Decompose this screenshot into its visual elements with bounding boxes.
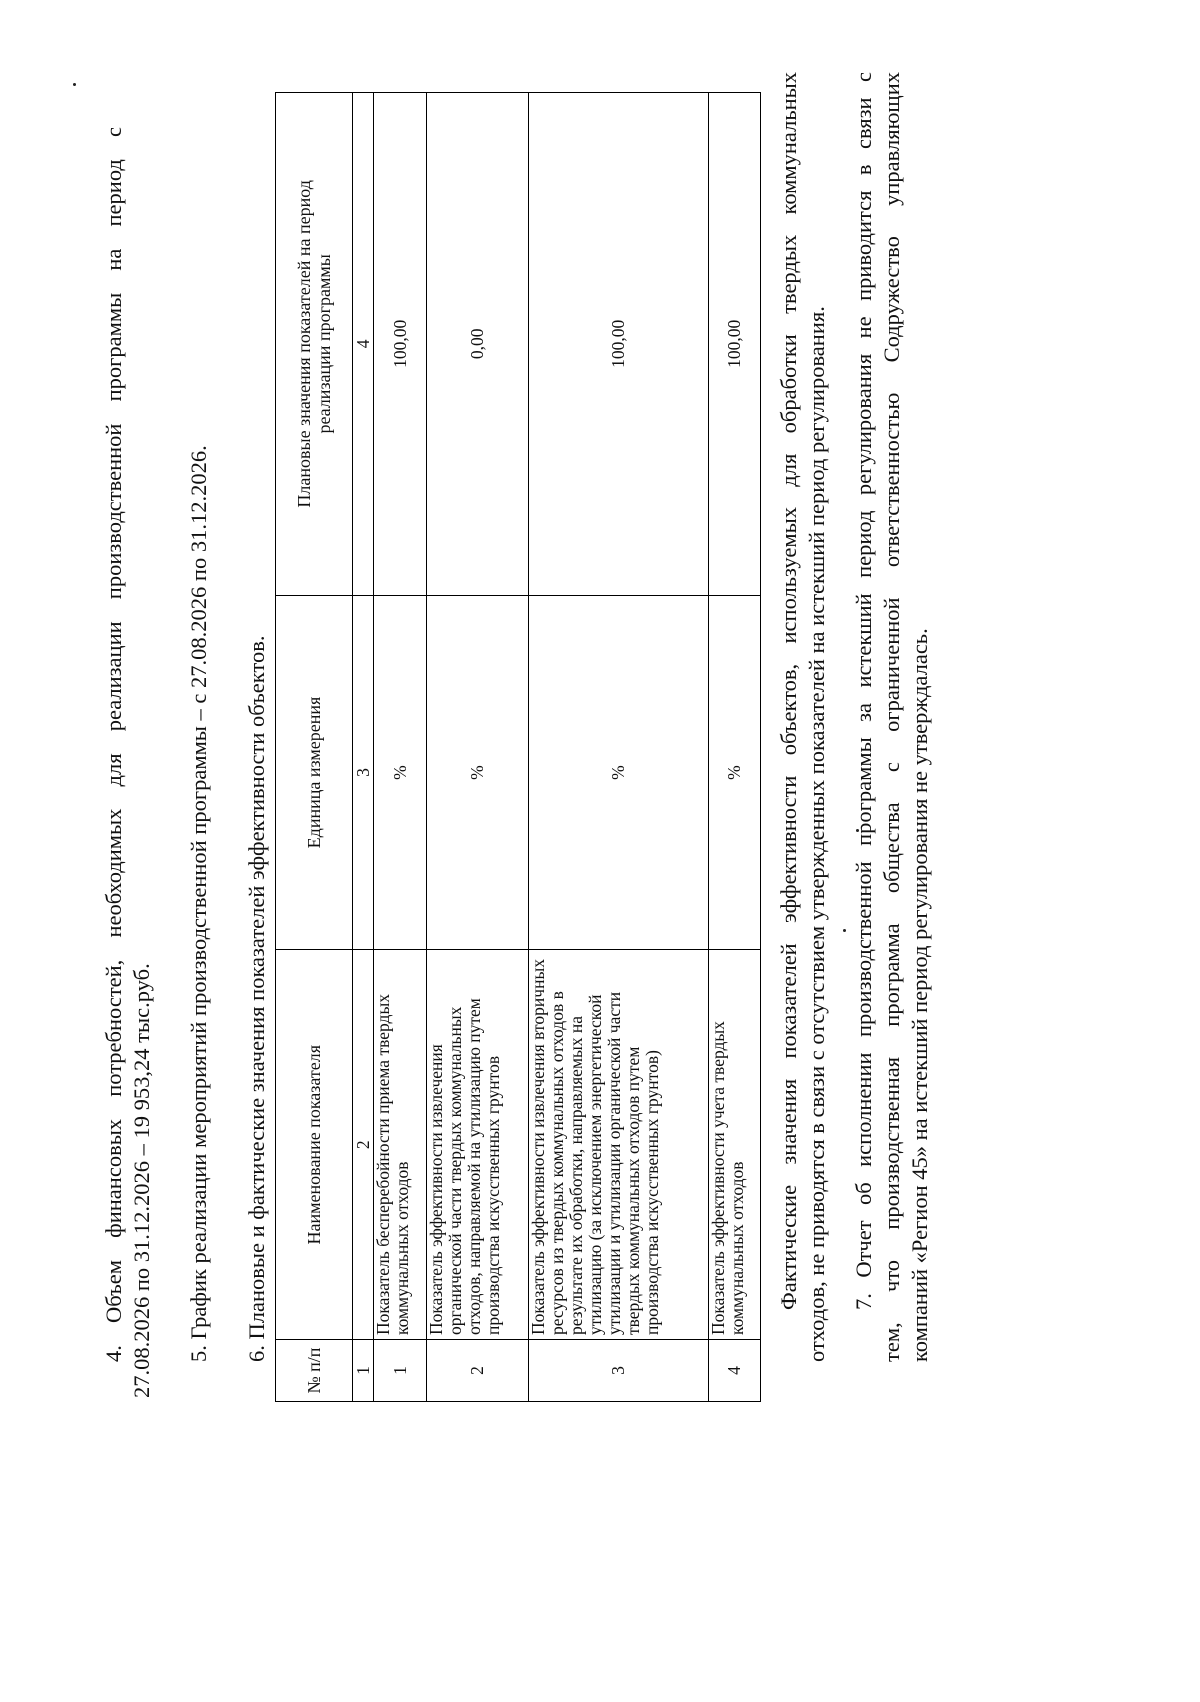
table-row — [374, 93, 427, 1402]
row-number: 1 — [374, 1340, 427, 1402]
row-planned-value: 100,00 — [709, 93, 761, 596]
scan-speck — [73, 83, 76, 86]
table-row — [529, 93, 709, 1402]
row-indicator-name: Показатель эффективности извлечения органической части твердых коммунальных отходов, направляемой на утилизацию путем производства искусственных грунтов — [427, 950, 529, 1340]
table-column-numbers-row — [353, 93, 374, 1402]
table-header-row — [276, 93, 353, 1402]
row-indicator-name: Показатель эффективности извлечения вторичных ресурсов из твердых коммунальных отходов в результате их обработки, направляемых на утилизацию (за исключением энергетической утилизации и утилизации органической части твердых коммунальных отходов путем производства искусственных грунтов) — [529, 950, 709, 1340]
paragraph-7-line-2: тем, что производственная программа общества с ограниченной ответственностью Содружество управляющих — [879, 72, 904, 1362]
row-number: 3 — [529, 1340, 709, 1402]
actual-values-note — [775, 72, 831, 1362]
row-unit: % — [709, 595, 761, 950]
row-indicator-name: Показатель бесперебойности приема твердых коммунальных отходов — [374, 950, 427, 1340]
paragraph-5 — [185, 127, 213, 1362]
paragraph-5-text: 5. График реализации мероприятий производственной программы – с 27.08.2026 по 31.12.2026. — [186, 445, 211, 1362]
table-row — [709, 93, 761, 1402]
row-planned-value: 100,00 — [529, 93, 709, 596]
paragraph-7-line-1: 7. Отчет об исполнении производственной программы за истекший период регулирования не приводится в связи с — [851, 72, 876, 1310]
actual-values-note-line-2: отходов, не приводятся в связи с отсутствием утвержденных показателей на истекший период регулирования. — [804, 306, 829, 1362]
row-planned-value: 100,00 — [374, 93, 427, 596]
actual-values-note-line-1: Фактические значения показателей эффективности объектов, используемых для обработки твердых коммунальных — [776, 72, 801, 1310]
paragraph-7 — [850, 72, 934, 1362]
scan-speck — [843, 929, 846, 932]
paragraph-4 — [100, 127, 156, 1398]
paragraph-4-line-2: 27.08.2026 по 31.12.2026 – 19 953,24 тыс.руб. — [129, 963, 154, 1398]
paragraph-6-title-text: 6. Плановые и фактические значения показателей эффективности объектов. — [244, 635, 269, 1362]
table-row — [427, 93, 529, 1402]
efficiency-indicators-table — [275, 92, 761, 1402]
header-planned-values: Плановые значения показателей на период реализации программы — [276, 93, 353, 596]
column-number-3: 3 — [353, 595, 374, 950]
paragraph-6-title — [243, 127, 271, 1362]
row-planned-value: 0,00 — [427, 93, 529, 596]
row-unit: % — [427, 595, 529, 950]
paragraph-7-line-3: компаний «Регион 45» на истекший период регулирования не утверждалась. — [907, 628, 932, 1362]
header-unit: Единица измерения — [276, 595, 353, 950]
row-unit: % — [529, 595, 709, 950]
row-indicator-name: Показатель эффективности учета твердых коммунальных отходов — [709, 950, 761, 1340]
header-number: № п/п — [276, 1340, 353, 1402]
column-number-1: 1 — [353, 1340, 374, 1402]
row-number: 4 — [709, 1340, 761, 1402]
paragraph-4-line-1: 4. Объем финансовых потребностей, необходимых для реализации производственной программы на период с — [101, 127, 126, 1362]
row-number: 2 — [427, 1340, 529, 1402]
header-indicator-name: Наименование показателя — [276, 950, 353, 1340]
column-number-4: 4 — [353, 93, 374, 596]
column-number-2: 2 — [353, 950, 374, 1340]
row-unit: % — [374, 595, 427, 950]
